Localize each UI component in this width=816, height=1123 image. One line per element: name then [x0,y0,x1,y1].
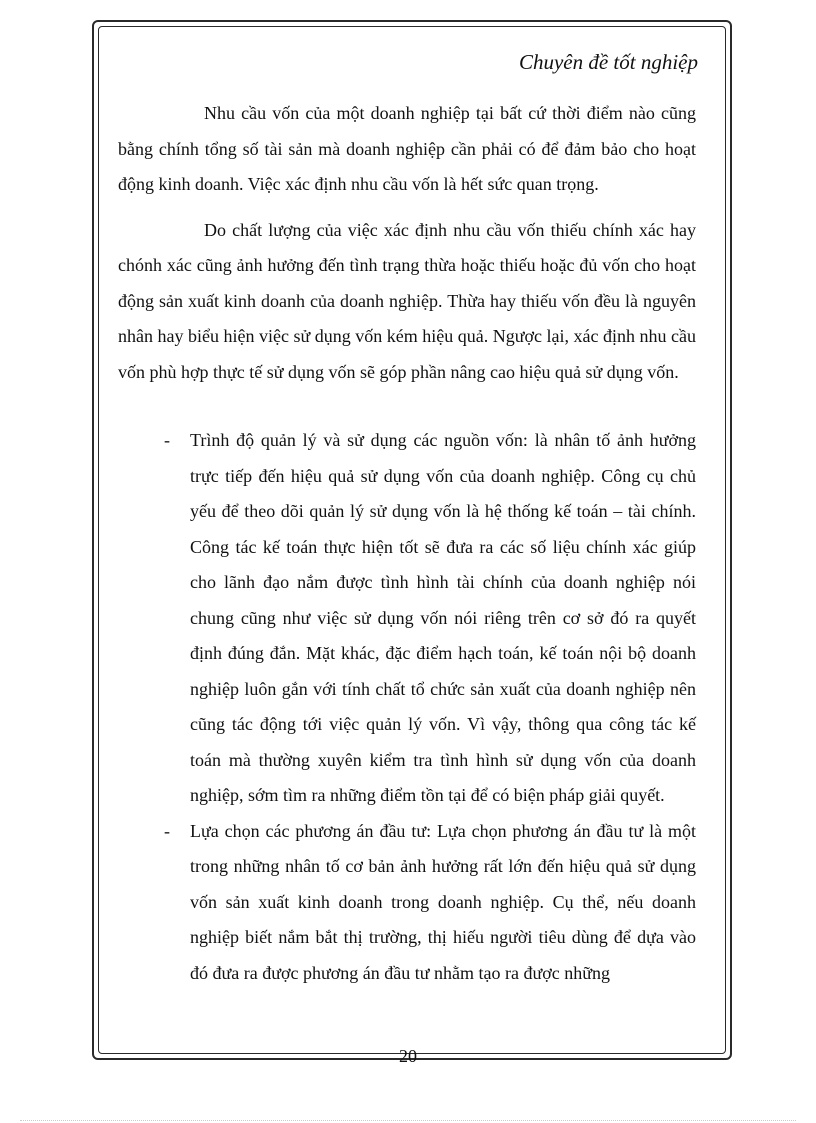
document-body [118,96,696,991]
list-item-text: Lựa chọn các phương án đầu tư: Lựa chọn phương án đầu tư là một trong những nhân tố cơ bản ảnh hưởng rất lớn đến hiệu quả sử dụng vốn sản xuất kinh doanh trong doanh nghiệp. Cụ thể, nếu doanh nghiệp biết nắm bắt thị trường, thị hiếu người tiêu dùng để dựa vào đó đưa ra được phương án đầu tư nhằm tạo ra được những [190,820,696,983]
bullet-dash: - [164,430,170,450]
factor-list [118,423,696,991]
list-item [118,814,696,992]
page-header-title: Chuyên đề tốt nghiệp [518,50,698,74]
bottom-divider [20,1120,796,1121]
paragraph-capital-need: Nhu cầu vốn của một doanh nghiệp tại bất cứ thời điểm nào cũng bằng chính tổng số tài sản mà doanh nghiệp cần phải có để đảm bảo cho hoạt động kinh doanh. Việc xác định nhu cầu vốn là hết sức quan trọng. [118,103,696,194]
list-item-text: Trình độ quản lý và sử dụng các nguồn vốn: là nhân tố ảnh hưởng trực tiếp đến hiệu quả sử dụng vốn của doanh nghiệp. Công cụ chủ yếu để theo dõi quản lý sử dụng vốn là hệ thống kế toán – tài chính. Công tác kế toán thực hiện tốt sẽ đưa ra các số liệu chính xác giúp cho lãnh đạo nắm được tình hình tài chính của doanh nghiệp nói chung cũng như việc sử dụng vốn nói riêng trên cơ sở đó ra quyết định đúng đắn. Mặt khác, đặc điểm hạch toán, kế toán nội bộ doanh nghiệp luôn gắn với tính chất tổ chức sản xuất của doanh nghiệp nên cũng tác động tới việc quản lý vốn. Vì vậy, thông qua công tác kế toán mà thường xuyên kiểm tra tình hình sử dụng vốn của doanh nghiệp, sớm tìm ra những điểm tồn tại để có biện pháp giải quyết. [190,430,696,805]
list-item [118,423,696,814]
paragraph-capital-quality: Do chất lượng của việc xác định nhu cầu vốn thiếu chính xác hay chónh xác cũng ảnh hưởng đến tình trạng thừa hoặc thiếu hoặc đủ vốn cho hoạt động sản xuất kinh doanh của doanh nghiệp. Thừa hay thiếu vốn đều là nguyên nhân hay biểu hiện việc sử dụng vốn kém hiệu quả. Ngược lại, xác định nhu cầu vốn phù hợp thực tế sử dụng vốn sẽ góp phần nâng cao hiệu quả sử dụng vốn. [118,219,696,382]
page-number: 20 [399,1046,417,1066]
bullet-dash: - [164,820,170,841]
